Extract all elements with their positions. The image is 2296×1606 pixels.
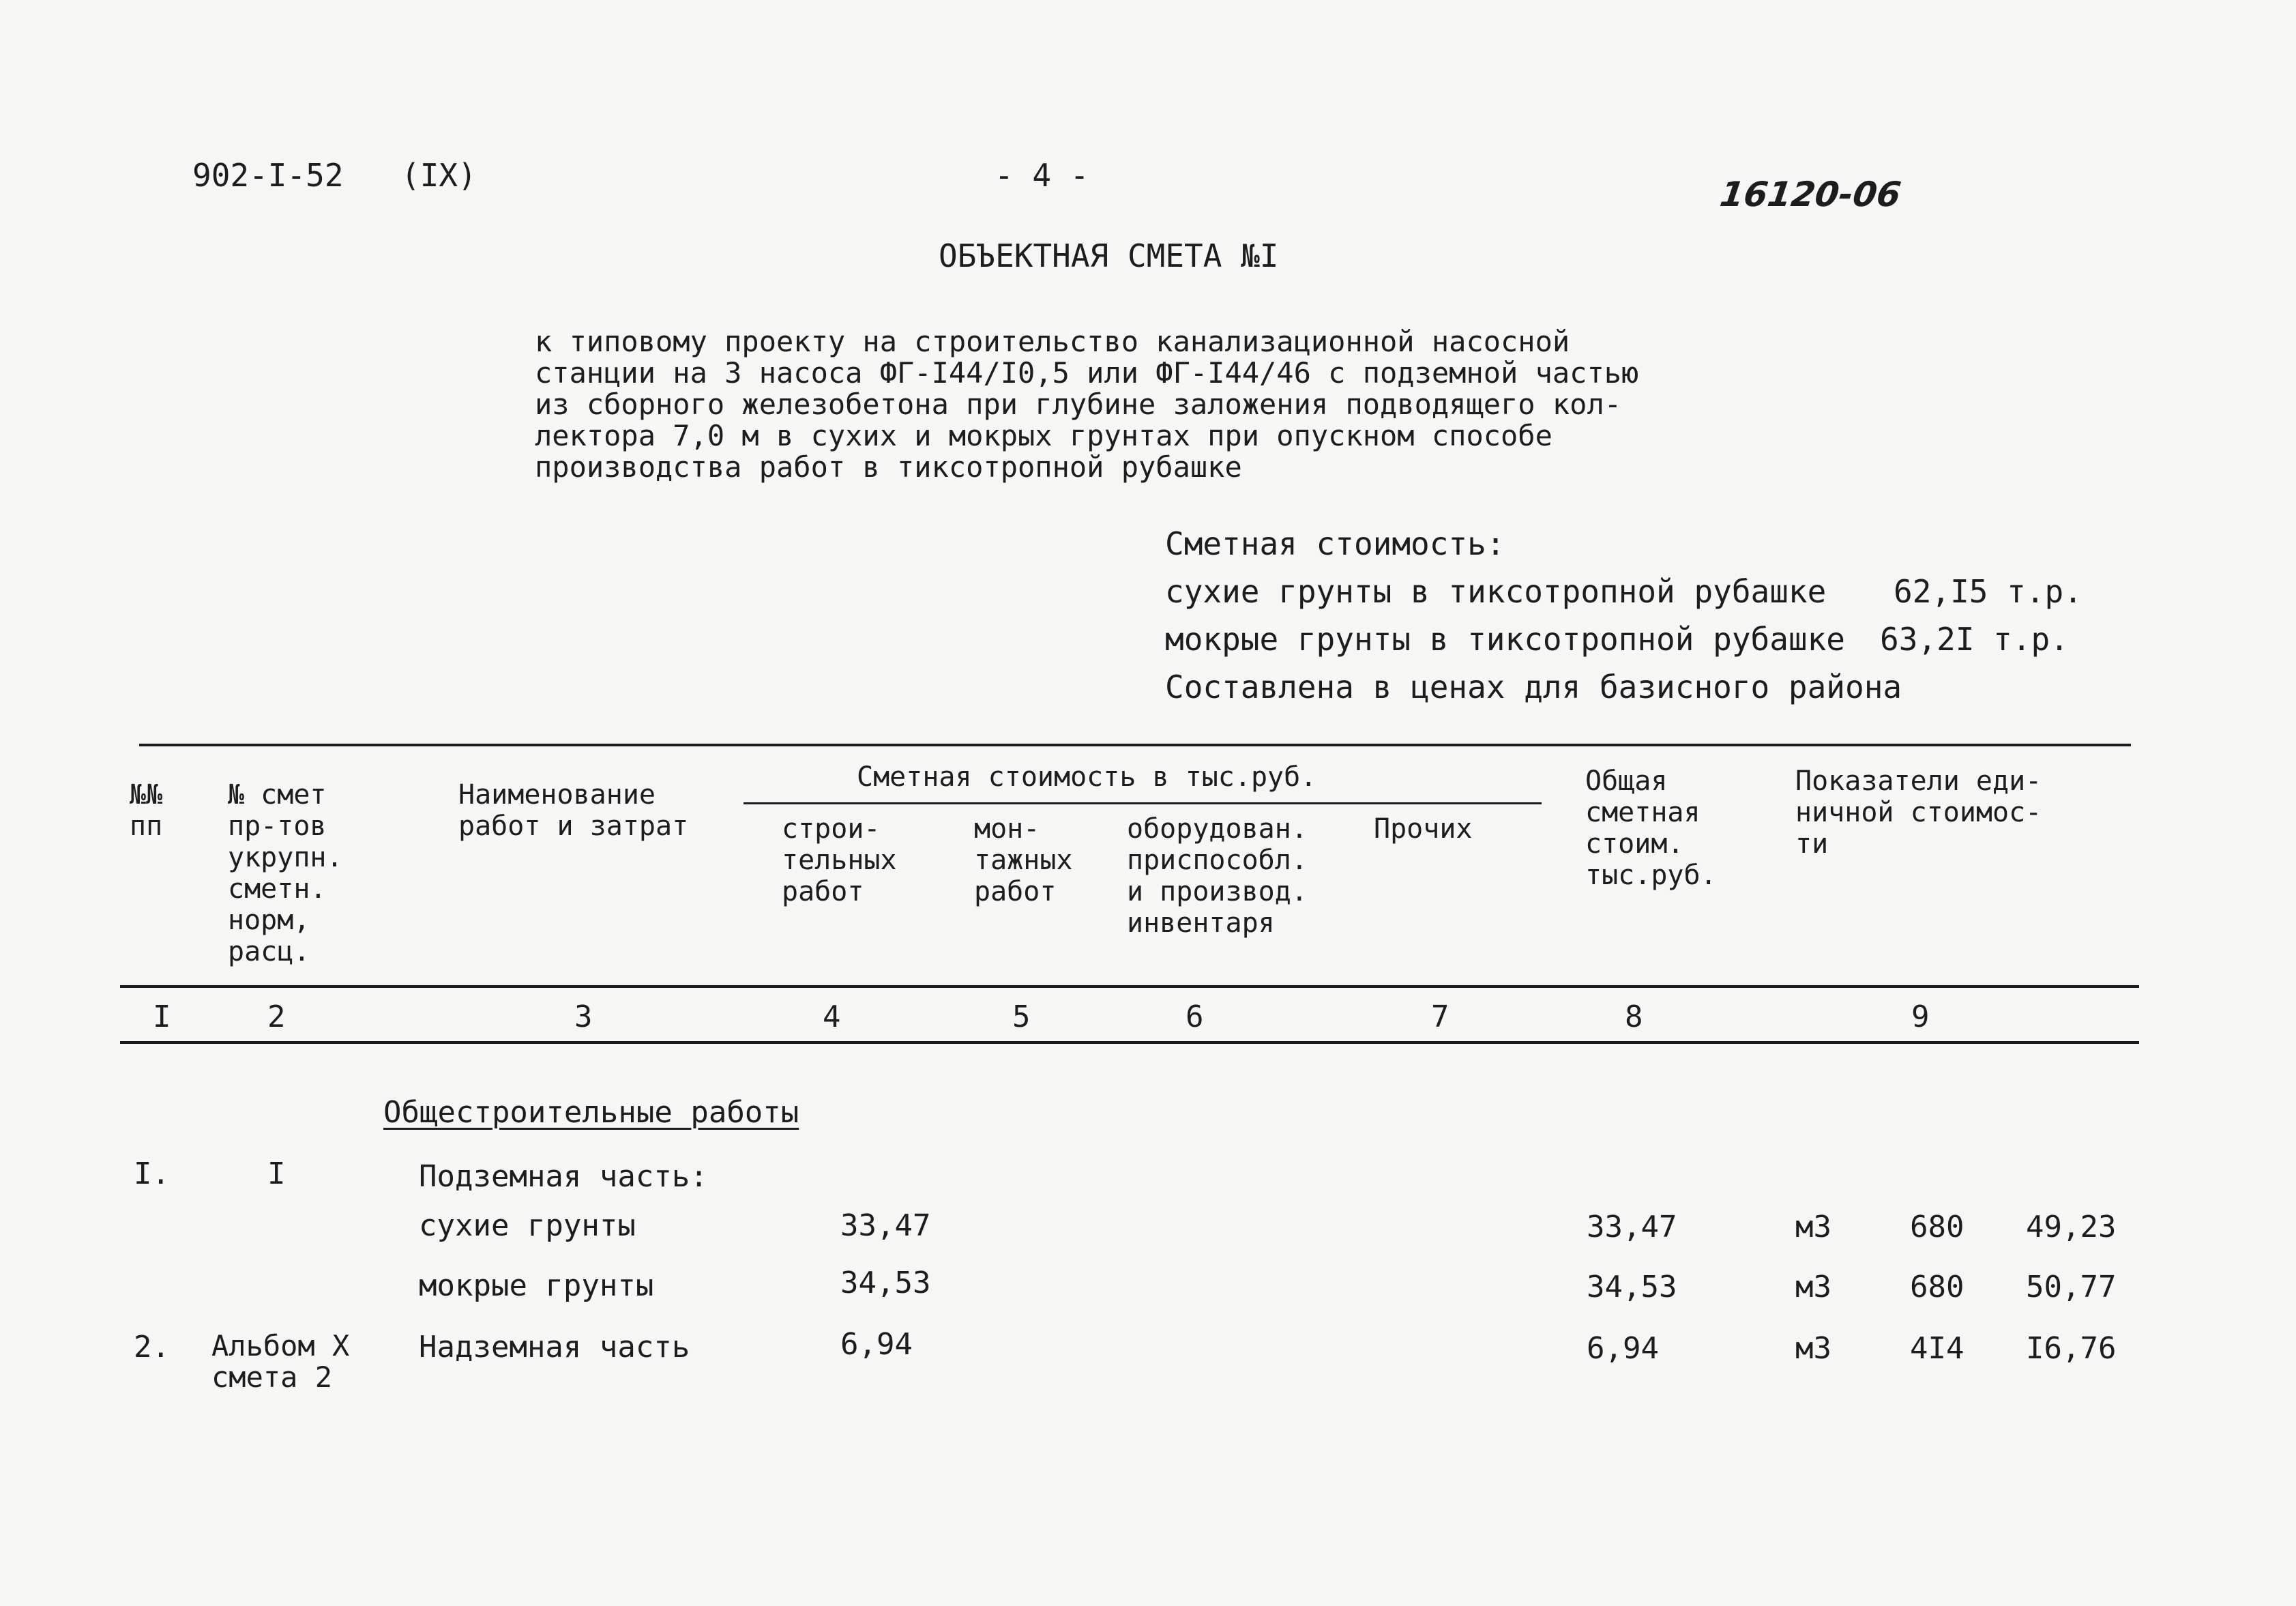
row-quantity: 680 (1910, 1210, 1964, 1244)
page-number: - 4 - (995, 157, 1089, 194)
cost-summary-label: Сметная стоимость: (1165, 525, 1505, 562)
page-title: ОБЪЕКТНАЯ СМЕТА №I (939, 237, 1279, 274)
header-installation-works: мон- тажных работ (974, 813, 1073, 907)
column-number: 3 (574, 999, 593, 1034)
row-quantity: 4I4 (1910, 1331, 1964, 1366)
header-other: Прочих (1374, 813, 1473, 845)
row-unit-cost: I6,76 (2026, 1331, 2117, 1366)
row-unit: м3 (1795, 1210, 1831, 1244)
row-construction-cost: 33,47 (840, 1208, 931, 1243)
description-line: к типовому проекту на строительство канализационной насосной (535, 325, 1570, 358)
row-reference: Альбом X смета 2 (211, 1329, 350, 1394)
column-number: 9 (1911, 999, 1930, 1034)
column-number: 2 (267, 999, 286, 1034)
row-total-cost: 34,53 (1587, 1270, 1677, 1304)
dry-soil-value: 62,I5 т.р. (1894, 573, 2082, 610)
row-unit-cost: 49,23 (2026, 1210, 2117, 1244)
row-number: 2. (134, 1330, 170, 1364)
header-estimate-reference: № смет пр-тов укрупн. сметн. норм, расц. (228, 779, 343, 967)
dry-soil-label: сухие грунты в тиксотропной рубашке (1165, 573, 1827, 610)
row-construction-cost: 34,53 (840, 1266, 931, 1300)
column-number: 7 (1431, 999, 1449, 1034)
header-bottom-rule (120, 985, 2139, 988)
header-total-cost: Общая сметная стоим. тыс.руб. (1585, 765, 1717, 891)
description-line: из сборного железобетона при глубине заложения подводящего кол- (535, 388, 1622, 421)
row-total-cost: 33,47 (1587, 1210, 1677, 1244)
handwritten-stamp-number: 16120-06 (1717, 175, 1904, 214)
row-unit: м3 (1795, 1331, 1831, 1366)
column-number: 4 (823, 999, 841, 1034)
header-equipment: оборудован. приспособл. и производ. инвентаря (1127, 813, 1308, 939)
description-line: лектора 7,0 м в сухих и мокрых грунтах при опускном способе (535, 419, 1552, 452)
wet-soil-label: мокрые грунты в тиксотропной рубашке (1165, 621, 1845, 658)
column-number: 5 (1012, 999, 1031, 1034)
row-number: I. (134, 1156, 170, 1191)
row-name: Подземная часть: (419, 1159, 708, 1194)
group-header-rule (744, 802, 1542, 804)
header-work-name: Наименование работ и затрат (458, 779, 689, 842)
header-row-number: №№ пп (130, 779, 163, 842)
column-number: 8 (1625, 999, 1643, 1034)
row-unit: м3 (1795, 1270, 1831, 1304)
header-cost-group: Сметная стоимость в тыс.руб. (857, 761, 1317, 793)
table-top-rule (139, 744, 2131, 746)
row-reference: I (267, 1156, 286, 1191)
header-construction-works: строи- тельных работ (782, 813, 897, 907)
volume-number: (IX) (401, 157, 477, 194)
description-line: станции на 3 насоса ФГ-I44/I0,5 или ФГ-I44/46 с подземной частью (535, 356, 1639, 390)
row-total-cost: 6,94 (1587, 1331, 1659, 1366)
section-title: Общестроительные работы (383, 1095, 799, 1130)
row-unit-cost: 50,77 (2026, 1270, 2117, 1304)
document-code: 902-I-52 (192, 157, 344, 194)
column-number: I (153, 999, 171, 1034)
row-quantity: 680 (1910, 1270, 1964, 1304)
row-construction-cost: 6,94 (840, 1327, 913, 1362)
wet-soil-value: 63,2I т.р. (1880, 621, 2069, 658)
row-name: Надземная часть (419, 1330, 690, 1364)
description-line: производства работ в тиксотропной рубашке (535, 450, 1242, 484)
header-unit-indicators: Показатели еди- ничной стоимос- ти (1795, 765, 2042, 860)
column-numbers-rule (120, 1041, 2139, 1044)
price-base-note: Составлена в ценах для базисного района (1165, 669, 1902, 705)
column-number: 6 (1186, 999, 1204, 1034)
row-name: мокрые грунты (419, 1268, 654, 1303)
row-name: сухие грунты (419, 1208, 636, 1243)
